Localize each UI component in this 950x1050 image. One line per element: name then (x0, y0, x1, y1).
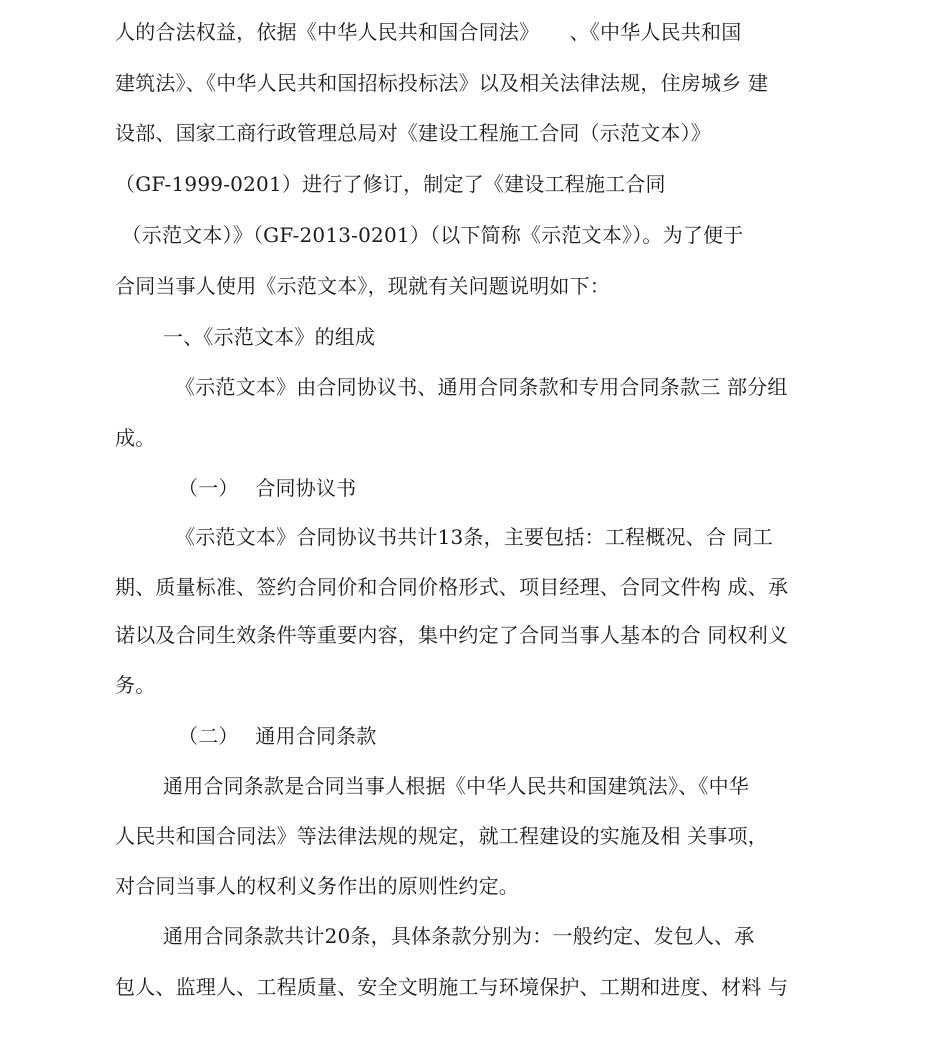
paragraph-line: 《示范文本》由合同协议书、通用合同条款和专用合同条款三 部分组 (175, 375, 788, 399)
subsection-heading: （一） 合同协议书 (178, 476, 357, 500)
paragraph-line: （GF-1999-0201）进行了修订，制定了《建设工程施工合同 (115, 172, 666, 196)
paragraph-line: 设部、国家工商行政管理总局对《建设工程施工合同（示范文本）》 (115, 121, 711, 145)
paragraph-line: 人民共和国合同法》等法律法规的规定，就工程建设的实施及相 关事项， (115, 824, 768, 848)
paragraph-line: 建筑法》、《中华人民共和国招标投标法》以及相关法律法规，住房城乡 建 (115, 71, 769, 95)
paragraph-line: 通用合同条款是合同当事人根据《中华人民共和国建筑法》、《中华 (163, 774, 749, 798)
paragraph-line: 对合同当事人的权利义务作出的原则性约定。 (115, 874, 519, 898)
section-heading: 一、《示范文本》的组成 (163, 325, 376, 349)
paragraph-line: 人的合法权益，依据《中华人民共和国合同法》 、《中华人民共和国 (115, 20, 742, 44)
paragraph-line: 合同当事人使用《示范文本》，现就有关问题说明如下： (115, 274, 610, 298)
paragraph-line: 务。 (115, 673, 156, 697)
paragraph-line: 包人、监理人、工程质量、安全文明施工与环境保护、工期和进度、材料 与 (115, 975, 789, 999)
paragraph-line: 诺以及合同生效条件等重要内容，集中约定了合同当事人基本的合 同权利义 (115, 623, 789, 647)
subsection-heading: （二） 通用合同条款 (178, 724, 377, 748)
paragraph-line: 成。 (115, 426, 156, 450)
paragraph-line: 期、质量标准、签约合同价和合同价格形式、项目经理、合同文件构 成、承 (115, 575, 789, 599)
paragraph-line: 通用合同条款共计20条，具体条款分别为：一般约定、发包人、承 (163, 924, 755, 948)
paragraph-line: （示范文本）》（GF-2013-0201）（以下简称《示范文本》）。为了便于 (115, 223, 744, 247)
paragraph-line: 《示范文本》合同协议书共计13条，主要包括：工程概况、合 同工 (175, 525, 774, 549)
